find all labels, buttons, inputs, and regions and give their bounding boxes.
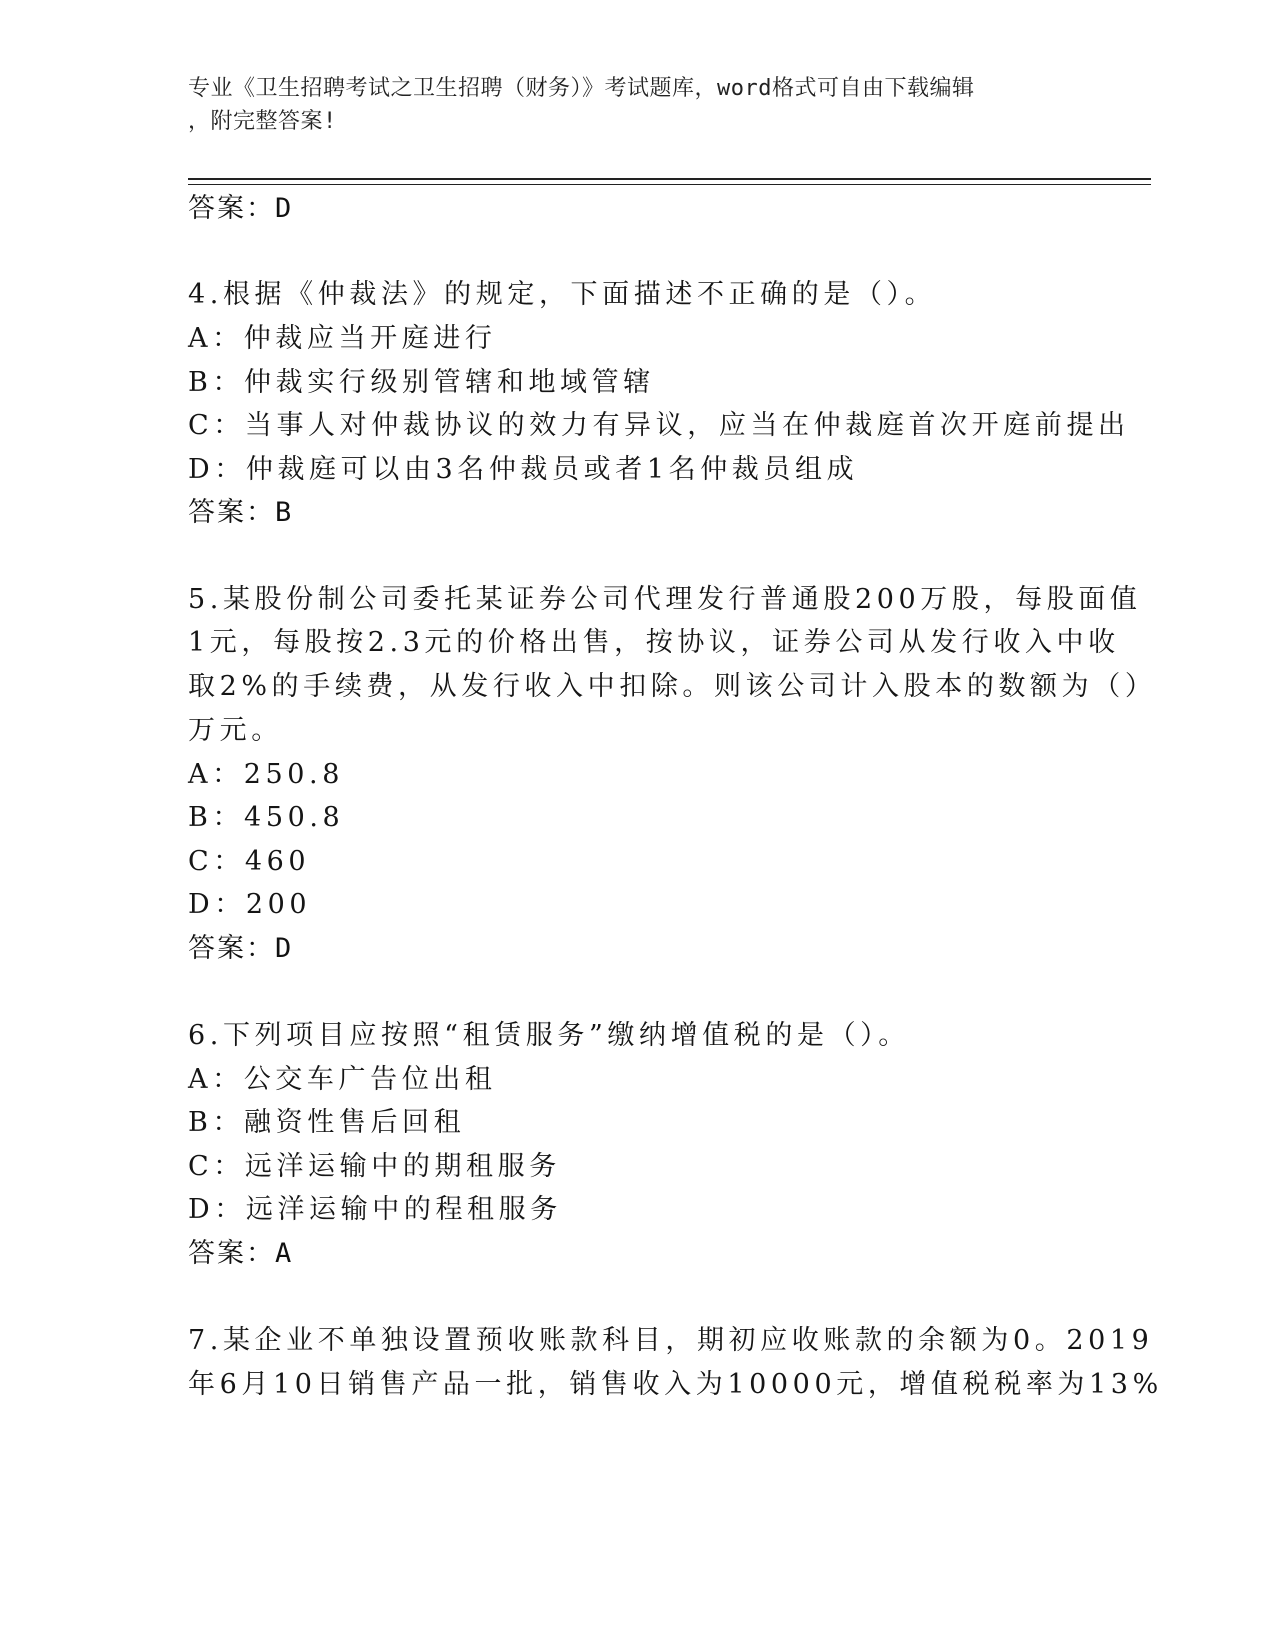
question-4-option-c: C：当事人对仲裁协议的效力有异议，应当在仲裁庭首次开庭前提出 — [188, 410, 1130, 441]
question-5-option-d: D：200 — [188, 889, 312, 920]
document-header — [188, 72, 1088, 138]
question-6-option-c: C：远洋运输中的期租服务 — [188, 1151, 561, 1182]
answer-label: 答案： — [188, 933, 275, 964]
header-rule-thick — [188, 178, 1151, 180]
question-5-option-b: B：450.8 — [188, 802, 345, 833]
question-7-stem-line-1: 7.某企业不单独设置预收账款科目，期初应收账款的余额为0。2019 — [188, 1325, 1154, 1356]
header-rule-thin — [188, 184, 1151, 185]
answer-value: D — [275, 933, 292, 964]
question-7-stem-line-2: 年6月10日销售产品一批，销售收入为10000元，增值税税率为13% — [188, 1369, 1163, 1400]
question-5-stem-line-1: 5.某股份制公司委托某证券公司代理发行普通股200万股，每股面值 — [188, 584, 1142, 615]
question-6-option-b: B：融资性售后回租 — [188, 1107, 466, 1138]
question-5-stem-line-2: 1元，每股按2.3元的价格出售，按协议，证券公司从发行收入中收 — [188, 627, 1120, 658]
question-5-stem-line-4: 万元。 — [188, 715, 283, 746]
answer-q4 — [188, 490, 291, 529]
question-4-stem: 4.根据《仲裁法》的规定，下面描述不正确的是（）。 — [188, 279, 937, 310]
answer-label: 答案： — [188, 1238, 275, 1269]
answer-value: A — [275, 1238, 292, 1269]
question-4-option-a: A：仲裁应当开庭进行 — [188, 323, 497, 354]
answer-value: D — [275, 193, 292, 224]
answer-label: 答案： — [188, 193, 275, 224]
answer-value: B — [275, 497, 292, 528]
header-line-2: ，附完整答案! — [188, 109, 337, 134]
question-5-stem-line-3: 取2%的手续费，从发行收入中扣除。则该公司计入股本的数额为（） — [188, 671, 1157, 702]
question-4-option-d: D：仲裁庭可以由3名仲裁员或者1名仲裁员组成 — [188, 454, 859, 485]
answer-q6 — [188, 1231, 291, 1270]
answer-q3 — [188, 186, 291, 225]
question-4-option-b: B：仲裁实行级别管辖和地域管辖 — [188, 367, 655, 398]
question-6-option-a: A：公交车广告位出租 — [188, 1064, 497, 1095]
header-line-1: 专业《卫生招聘考试之卫生招聘（财务）》考试题库，word格式可自由下载编辑 — [188, 76, 975, 101]
question-6-option-d: D：远洋运输中的程租服务 — [188, 1194, 562, 1225]
question-5-option-a: A：250.8 — [188, 759, 344, 790]
question-6-stem: 6.下列项目应按照“租赁服务”缴纳增值税的是（）。 — [188, 1020, 910, 1051]
answer-q5 — [188, 926, 291, 965]
answer-label: 答案： — [188, 497, 275, 528]
question-5-option-c: C：460 — [188, 846, 311, 877]
